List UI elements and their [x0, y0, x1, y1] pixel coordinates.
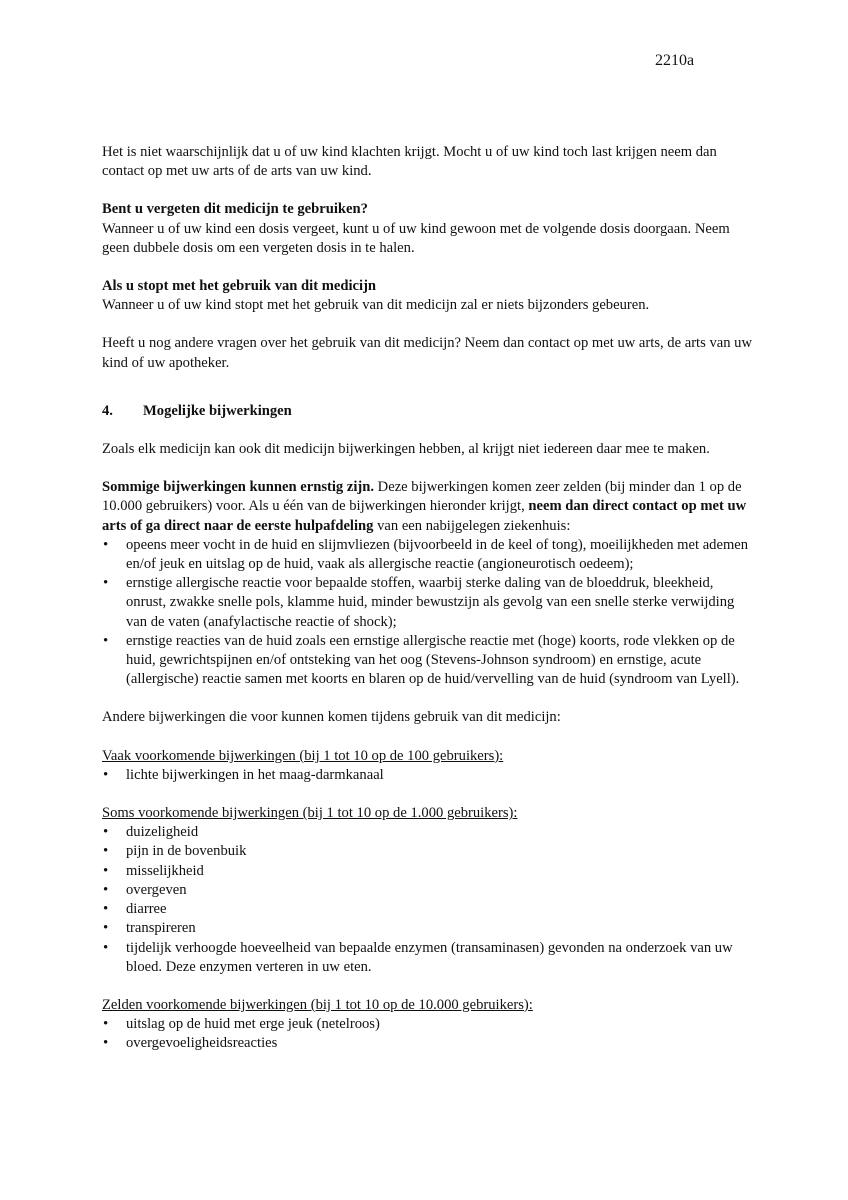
list-item: • pijn in de bovenbuik	[102, 842, 752, 861]
paragraph-serious-effects: Sommige bijwerkingen kunnen ernstig zijn. Deze bijwerkingen komen zeer zelden (bij minder dan 1 op de 10.000 gebruikers) voor. Als u één van de bijwerkingen hieronder krijgt, neem dan direct contact op met uw arts of ga direct naar de eerste hulpafdeling van een nabijgelegen ziekenhuis:	[102, 479, 747, 534]
paragraph-intro: Zoals elk medicijn kan ook dit medicijn bijwerkingen hebben, al krijgt niet iedereen daar mee te maken.	[102, 441, 710, 458]
section-number: 4.	[102, 402, 113, 419]
list-item: • tijdelijk verhoogde hoeveelheid van bepaalde enzymen (transaminasen) gevonden na onderzoek van uw bloed. Deze enzymen verteren in uw eten.	[102, 939, 752, 977]
list-item: • ernstige reacties van de huid zoals een ernstige allergische reactie met (hoge) koorts, rode vlekken op de huid, gewrichtspijnen en/of ontsteking van het oog (Stevens-Johnson syndroom) en ernstige, acute (allergische) reactie samen met koorts en blaren op de huid/vervelling van de huid (syndroom van Lyell).	[102, 632, 752, 690]
page-number: 2210a	[655, 52, 695, 69]
list-item: • uitslag op de huid met erge jeuk (netelroos)	[102, 1015, 752, 1034]
list-item: • ernstige allergische reactie voor bepaalde stoffen, waarbij sterke daling van de bloeddruk, bleekheid, onrust, zwakke snelle pols, klamme huid, minder bewustzijn als gevolg van een snelle sterke verwijding van de vaten (anafylactische reactie of shock);	[102, 574, 752, 632]
list-item: • opeens meer vocht in de huid en slijmvliezen (bijvoorbeeld in de keel of tong), moeilijkheden met ademen en/of jeuk en uitslag op de huid, vaak als allergische reactie (angioneurotisch oedeem);	[102, 536, 752, 574]
paragraph-complaints: Het is niet waarschijnlijk dat u of uw kind klachten krijgt. Mocht u of uw kind toch last krijgen neem dan contact op met uw arts of de arts van uw kind.	[102, 144, 717, 180]
list-uncommon-effects	[102, 823, 752, 977]
list-item: • overgevoeligheidsreacties	[102, 1034, 752, 1053]
section-heading	[102, 402, 752, 421]
list-item: • diarree	[102, 900, 752, 919]
paragraph-stop-use: Wanneer u of uw kind stopt met het gebruik van dit medicijn zal er niets bijzonders gebeuren.	[102, 297, 650, 314]
list-item: • duizeligheid	[102, 823, 752, 842]
document-body	[102, 143, 752, 1054]
paragraph-questions: Heeft u nog andere vragen over het gebruik van dit medicijn? Neem dan contact op met uw arts, de arts van uw kind of uw apotheker.	[102, 335, 752, 371]
list-item: • misselijkheid	[102, 862, 752, 881]
list-item: • transpireren	[102, 919, 752, 938]
paragraph-other-effects: Andere bijwerkingen die voor kunnen komen tijdens gebruik van dit medicijn:	[102, 709, 561, 726]
heading-forgot-dose: Bent u vergeten dit medicijn te gebruiken?	[102, 201, 368, 218]
heading-common-effects: Vaak voorkomende bijwerkingen (bij 1 tot 10 op de 100 gebruikers):	[102, 747, 504, 764]
heading-rare-effects: Zelden voorkomende bijwerkingen (bij 1 tot 10 op de 10.000 gebruikers):	[102, 996, 533, 1013]
paragraph-forgot-dose: Wanneer u of uw kind een dosis vergeet, kunt u of uw kind gewoon met de volgende dosis doorgaan. Neem geen dubbele dosis om een vergeten dosis in te halen.	[102, 220, 730, 256]
list-common-effects	[102, 766, 752, 785]
heading-stop-use: Als u stopt met het gebruik van dit medicijn	[102, 278, 377, 295]
list-serious-effects	[102, 536, 752, 690]
heading-uncommon-effects: Soms voorkomende bijwerkingen (bij 1 tot 10 op de 1.000 gebruikers):	[102, 805, 518, 822]
list-item: • overgeven	[102, 881, 752, 900]
section-title: Mogelijke bijwerkingen	[143, 402, 292, 419]
list-item: • lichte bijwerkingen in het maag-darmkanaal	[102, 766, 752, 785]
list-rare-effects	[102, 1015, 752, 1053]
